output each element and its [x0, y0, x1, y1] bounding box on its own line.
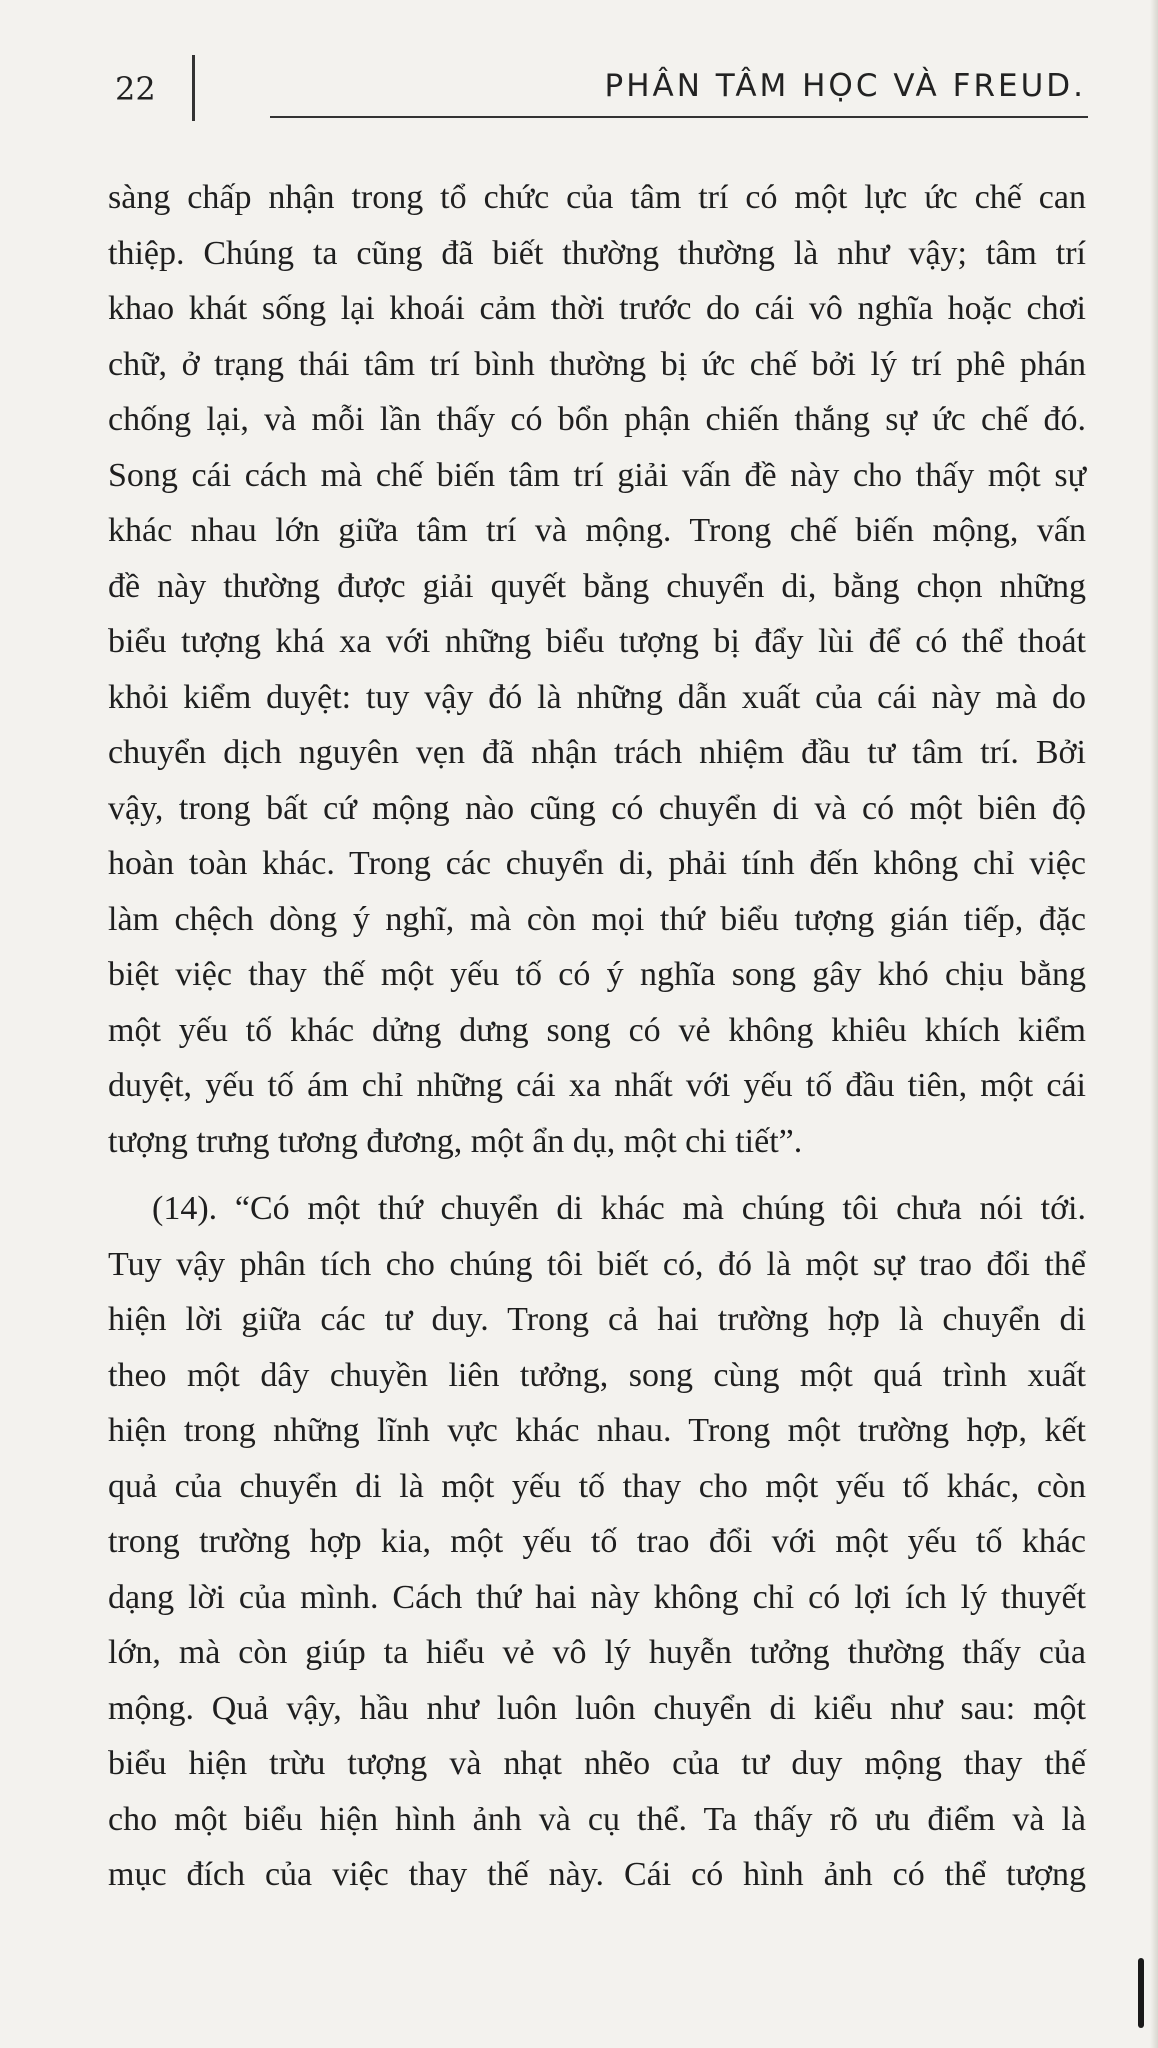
text-line: quả của chuyển di là một yếu tố thay cho một yếu tố khác, còn [108, 1467, 1086, 1505]
text-line: mộng. Quả vậy, hầu như luôn luôn chuyển di kiểu như sau: một [108, 1689, 1086, 1727]
text-line: hiện lời giữa các tư duy. Trong cả hai trường hợp là chuyển di [108, 1301, 1086, 1338]
text-line: (14). “Có một thứ chuyển di khác mà chúng tôi chưa nói tới. [152, 1190, 1086, 1227]
text-line: vậy, trong bất cứ mộng nào cũng có chuyển di và có một biên độ [108, 789, 1086, 827]
text-line: thiệp. Chúng ta cũng đã biết thường thường là như vậy; tâm trí [108, 234, 1086, 272]
paragraph-2 [108, 1181, 1086, 1903]
text-line: dạng lời của mình. Cách thứ hai này không chỉ có lợi ích lý thuyết [108, 1578, 1086, 1616]
text-line: đề này thường được giải quyết bằng chuyển di, bằng chọn những [108, 567, 1086, 605]
body-text [108, 170, 1086, 1903]
text-line: mục đích của việc thay thế này. Cái có hình ảnh có thể tượng [108, 1856, 1086, 1893]
text-line: khao khát sống lại khoái cảm thời trước do cái vô nghĩa hoặc chơi [108, 290, 1086, 327]
text-line: tượng trưng tương đương, một ẩn dụ, một chi tiết”. [108, 1122, 803, 1160]
running-title: PHÂN TÂM HỌC VÀ FREUD. [604, 68, 1086, 104]
page-number: 22 [115, 70, 156, 108]
text-line: khỏi kiểm duyệt: tuy vậy đó là những dẫn xuất của cái này mà do [108, 678, 1086, 716]
text-line: khác nhau lớn giữa tâm trí và mộng. Trong chế biến mộng, vấn [108, 512, 1086, 549]
text-line: một yếu tố khác dửng dưng song có vẻ không khiêu khích kiểm [108, 1011, 1086, 1049]
text-line: làm chệch dòng ý nghĩ, mà còn mọi thứ biểu tượng gián tiếp, đặc [108, 900, 1086, 938]
binding-mark [1138, 1958, 1144, 2028]
text-line: biểu tượng khá xa với những biểu tượng bị đẩy lùi để có thể thoát [108, 623, 1086, 660]
text-line: cho một biểu hiện hình ảnh và cụ thể. Ta thấy rõ ưu điểm và là [108, 1800, 1086, 1838]
text-line: chuyển dịch nguyên vẹn đã nhận trách nhiệm đầu tư tâm trí. Bởi [108, 734, 1086, 771]
text-line: theo một dây chuyền liên tưởng, song cùng một quá trình xuất [108, 1356, 1086, 1394]
text-line: trong trường hợp kia, một yếu tố trao đổi với một yếu tố khác [108, 1523, 1086, 1560]
text-line: duyệt, yếu tố ám chỉ những cái xa nhất với yếu tố đầu tiên, một cái [108, 1067, 1086, 1104]
text-line: Tuy vậy phân tích cho chúng tôi biết có, đó là một sự trao đổi thể [108, 1245, 1086, 1283]
text-line: biệt việc thay thế một yếu tố có ý nghĩa song gây khó chịu bằng [108, 956, 1086, 993]
text-line: sàng chấp nhận trong tổ chức của tâm trí có một lực ức chế can [108, 179, 1086, 216]
header-rule [270, 116, 1088, 118]
paragraph-1 [108, 170, 1086, 1169]
text-line: hiện trong những lĩnh vực khác nhau. Trong một trường hợp, kết [108, 1412, 1086, 1449]
header-divider [192, 55, 195, 121]
running-head [0, 0, 1158, 130]
text-line: Song cái cách mà chế biến tâm trí giải vấn đề này cho thấy một sự [108, 456, 1086, 494]
text-line: hoàn toàn khác. Trong các chuyển di, phải tính đến không chỉ việc [108, 845, 1086, 882]
page-edge-shadow [1150, 0, 1158, 2048]
text-line: biểu hiện trừu tượng và nhạt nhẽo của tư duy mộng thay thế [108, 1745, 1086, 1782]
text-line: lớn, mà còn giúp ta hiểu vẻ vô lý huyễn tưởng thường thấy của [108, 1634, 1086, 1671]
text-line: chống lại, và mỗi lần thấy có bổn phận chiến thắng sự ức chế đó. [108, 401, 1086, 438]
text-line: chữ, ở trạng thái tâm trí bình thường bị ức chế bởi lý trí phê phán [108, 345, 1086, 383]
paragraph-gap [108, 1169, 1086, 1181]
